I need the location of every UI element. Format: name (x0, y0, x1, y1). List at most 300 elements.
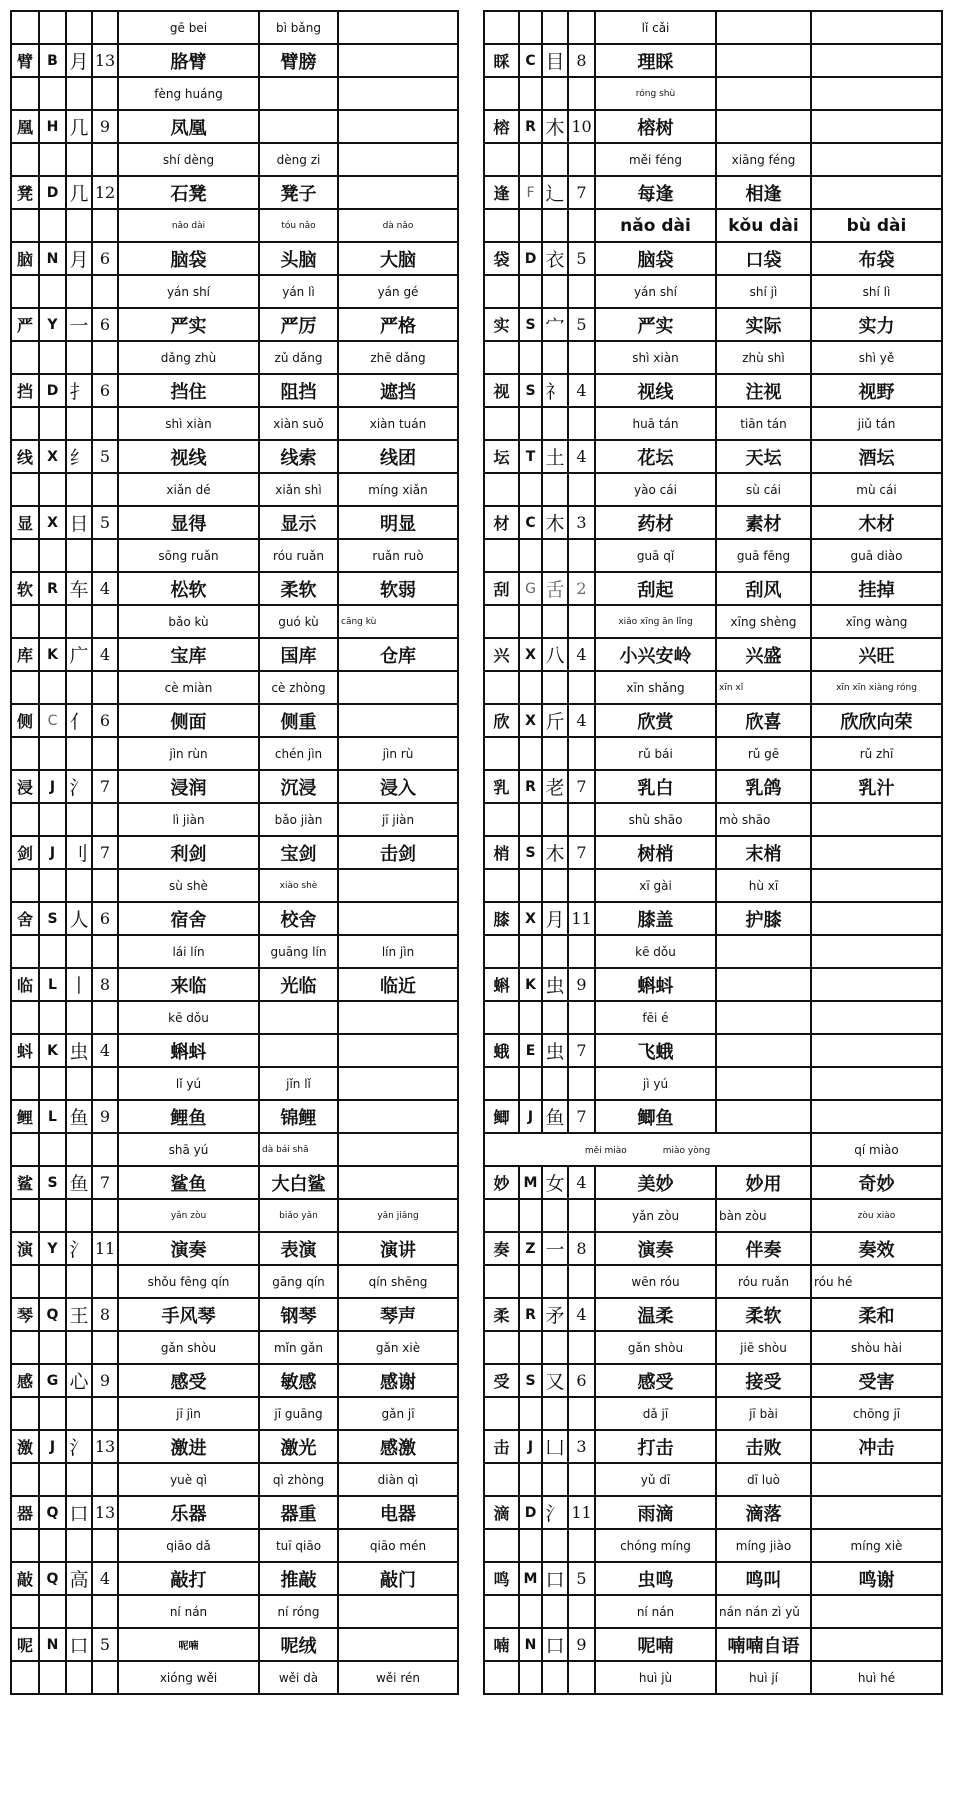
word-cell (811, 1496, 942, 1529)
word-cell: 钢琴 (259, 1298, 338, 1331)
pinyin-cell: hù xī (716, 869, 811, 902)
blank-cell (568, 209, 595, 242)
pinyin-cell: tiān tán (716, 407, 811, 440)
word-cell: 蝌蚪 (595, 968, 716, 1001)
character-cell: 蛾 (484, 1034, 519, 1067)
blank-cell (568, 605, 595, 638)
word-cell (338, 902, 458, 935)
pinyin-cell: lǐ cǎi (595, 11, 716, 44)
blank-cell (542, 1397, 568, 1430)
character-cell: 臂 (11, 44, 39, 77)
blank-cell (542, 1595, 568, 1628)
initial-letter-cell: L (39, 1100, 66, 1133)
blank-cell (568, 143, 595, 176)
initial-letter-cell: J (39, 770, 66, 803)
blank-cell (519, 1661, 542, 1694)
pinyin-cell (716, 77, 811, 110)
pinyin-cell: biǎo yǎn (259, 1199, 338, 1232)
pinyin-cell: huì jí (716, 1661, 811, 1694)
pinyin-row (11, 737, 458, 770)
pinyin-cell: guāng lín (259, 935, 338, 968)
word-cell: 敲打 (118, 1562, 259, 1595)
pinyin-row (484, 407, 942, 440)
radical-cell: 口 (542, 1562, 568, 1595)
initial-letter-cell: X (519, 902, 542, 935)
word-cell: 欣赏 (595, 704, 716, 737)
word-cell: 视线 (595, 374, 716, 407)
pinyin-cell: lái lín (118, 935, 259, 968)
pinyin-cell: xiǎn shì (259, 473, 338, 506)
word-cell: 松软 (118, 572, 259, 605)
word-cell: 呢喃 (118, 1628, 259, 1661)
pinyin-cell: kē dǒu (118, 1001, 259, 1034)
pinyin-cell: mò shāo (716, 803, 811, 836)
word-cell: 大脑 (338, 242, 458, 275)
word-cell: 理睬 (595, 44, 716, 77)
pinyin-cell: rǔ bái (595, 737, 716, 770)
radical-cell: 木 (542, 836, 568, 869)
pinyin-cell: bǎo jiàn (259, 803, 338, 836)
character-cell: 凳 (11, 176, 39, 209)
pinyin-cell: guā diào (811, 539, 942, 572)
word-cell: 击败 (716, 1430, 811, 1463)
word-cell (259, 110, 338, 143)
radical-cell: 车 (66, 572, 92, 605)
pinyin-row (11, 1265, 458, 1298)
blank-cell (568, 11, 595, 44)
pinyin-cell (811, 1067, 942, 1100)
word-cell: 软弱 (338, 572, 458, 605)
blank-cell (519, 473, 542, 506)
blank-cell (39, 1133, 66, 1166)
blank-cell (568, 1397, 595, 1430)
word-cell: 实力 (811, 308, 942, 341)
word-cell: 浸润 (118, 770, 259, 803)
blank-cell (92, 341, 118, 374)
word-cell (716, 110, 811, 143)
pinyin-cell: dǎng zhù (118, 341, 259, 374)
word-cell: 显示 (259, 506, 338, 539)
initial-letter-cell: J (519, 1100, 542, 1133)
pinyin-row (11, 869, 458, 902)
stroke-count-cell: 8 (568, 44, 595, 77)
pinyin-row (11, 1133, 458, 1166)
blank-cell (92, 935, 118, 968)
word-cell: 每逢 (595, 176, 716, 209)
pinyin-cell: shǒu fēng qín (118, 1265, 259, 1298)
blank-cell (39, 605, 66, 638)
character-row (11, 1298, 458, 1331)
blank-cell (39, 1331, 66, 1364)
pinyin-cell: tóu nǎo (259, 209, 338, 242)
pinyin-row (11, 605, 458, 638)
radical-cell: 王 (66, 1298, 92, 1331)
pinyin-cell: róng shù (595, 77, 716, 110)
blank-cell (542, 77, 568, 110)
blank-cell (484, 473, 519, 506)
radical-cell: 八 (542, 638, 568, 671)
radical-cell: 月 (66, 44, 92, 77)
word-cell: 严格 (338, 308, 458, 341)
stroke-count-cell: 7 (568, 770, 595, 803)
stroke-count-cell: 7 (568, 1100, 595, 1133)
word-cell: 光临 (259, 968, 338, 1001)
pinyin-cell: yán shí (118, 275, 259, 308)
character-cell: 妙 (484, 1166, 519, 1199)
stroke-count-cell: 4 (568, 1166, 595, 1199)
character-cell: 滴 (484, 1496, 519, 1529)
word-cell: 药材 (595, 506, 716, 539)
blank-cell (92, 1001, 118, 1034)
character-row (11, 242, 458, 275)
pinyin-cell: míng jiào (716, 1529, 811, 1562)
pinyin-cell: guā fēng (716, 539, 811, 572)
word-cell: 胳臂 (118, 44, 259, 77)
pinyin-row (484, 605, 942, 638)
stroke-count-cell: 9 (92, 110, 118, 143)
initial-letter-cell: S (519, 836, 542, 869)
word-cell: 临近 (338, 968, 458, 1001)
character-row (484, 1232, 942, 1265)
initial-letter-cell: R (519, 1298, 542, 1331)
blank-cell (39, 11, 66, 44)
word-cell: 浸入 (338, 770, 458, 803)
word-cell: 侧面 (118, 704, 259, 737)
blank-cell (484, 77, 519, 110)
initial-letter-cell: N (39, 1628, 66, 1661)
stroke-count-cell: 4 (568, 374, 595, 407)
pinyin-cell: yǔ dī (595, 1463, 716, 1496)
word-cell: 刮风 (716, 572, 811, 605)
blank-cell (568, 1265, 595, 1298)
word-cell: 榕树 (595, 110, 716, 143)
blank-cell (542, 1199, 568, 1232)
merged-pinyin-cell: měi miào miào yòng (484, 1133, 811, 1166)
blank-cell (519, 11, 542, 44)
initial-letter-cell: M (519, 1562, 542, 1595)
pinyin-cell: zòu xiào (811, 1199, 942, 1232)
pinyin-cell: xióng wěi (118, 1661, 259, 1694)
character-row (484, 374, 942, 407)
blank-cell (542, 1265, 568, 1298)
stroke-count-cell: 7 (92, 770, 118, 803)
character-cell: 显 (11, 506, 39, 539)
initial-letter-cell: Q (39, 1496, 66, 1529)
stroke-count-cell: 9 (92, 1100, 118, 1133)
pinyin-cell: mù cái (811, 473, 942, 506)
pinyin-cell: ní nán (118, 1595, 259, 1628)
pinyin-row (484, 1529, 942, 1562)
pinyin-row (484, 143, 942, 176)
initial-letter-cell: C (519, 506, 542, 539)
word-cell: 木材 (811, 506, 942, 539)
initial-letter-cell: S (519, 374, 542, 407)
blank-cell (519, 1199, 542, 1232)
radical-cell: 扌 (66, 374, 92, 407)
pinyin-cell: róu hé (811, 1265, 942, 1298)
initial-letter-cell: S (519, 1364, 542, 1397)
stroke-count-cell: 8 (92, 1298, 118, 1331)
blank-cell (542, 803, 568, 836)
character-cell: 膝 (484, 902, 519, 935)
initial-letter-cell: B (39, 44, 66, 77)
blank-cell (519, 209, 542, 242)
radical-cell: 高 (66, 1562, 92, 1595)
pinyin-cell: měi féng (595, 143, 716, 176)
radical-cell: 礻 (542, 374, 568, 407)
blank-cell (11, 11, 39, 44)
radical-cell: 一 (542, 1232, 568, 1265)
pinyin-cell: róu ruǎn (716, 1265, 811, 1298)
pinyin-cell: tuī qiāo (259, 1529, 338, 1562)
blank-cell (92, 539, 118, 572)
blank-cell (39, 737, 66, 770)
stroke-count-cell: 4 (568, 704, 595, 737)
word-cell: 鲫鱼 (595, 1100, 716, 1133)
pinyin-row (11, 539, 458, 572)
blank-cell (519, 143, 542, 176)
word-cell: 电器 (338, 1496, 458, 1529)
stroke-count-cell: 7 (92, 836, 118, 869)
pinyin-row (11, 143, 458, 176)
initial-letter-cell: M (519, 1166, 542, 1199)
pinyin-cell (338, 1001, 458, 1034)
blank-cell (11, 869, 39, 902)
radical-cell: 氵 (66, 1232, 92, 1265)
initial-letter-cell: D (519, 242, 542, 275)
blank-cell (66, 869, 92, 902)
word-cell: 器重 (259, 1496, 338, 1529)
blank-cell (66, 1397, 92, 1430)
stroke-count-cell: 6 (92, 374, 118, 407)
pinyin-cell: shí dèng (118, 143, 259, 176)
stroke-count-cell: 13 (92, 1496, 118, 1529)
initial-letter-cell: S (39, 1166, 66, 1199)
pinyin-cell (811, 11, 942, 44)
blank-cell (92, 737, 118, 770)
blank-cell (484, 605, 519, 638)
word-cell (811, 836, 942, 869)
blank-cell (66, 539, 92, 572)
word-cell (259, 1034, 338, 1067)
blank-cell (484, 1265, 519, 1298)
pinyin-row (484, 1331, 942, 1364)
pinyin-cell: xiàn suǒ (259, 407, 338, 440)
character-cell: 感 (11, 1364, 39, 1397)
blank-cell (39, 935, 66, 968)
pinyin-cell: lǐ yú (118, 1067, 259, 1100)
pinyin-cell: lín jìn (338, 935, 458, 968)
pinyin-row (11, 407, 458, 440)
pinyin-row (484, 1463, 942, 1496)
word-cell (811, 44, 942, 77)
pinyin-cell: jī jìn (118, 1397, 259, 1430)
blank-cell (568, 1661, 595, 1694)
character-row (484, 572, 942, 605)
radical-cell: 舌 (542, 572, 568, 605)
stroke-count-cell: 3 (568, 1430, 595, 1463)
initial-letter-cell: R (39, 572, 66, 605)
blank-cell (92, 869, 118, 902)
stroke-count-cell: 5 (92, 1628, 118, 1661)
blank-cell (66, 1001, 92, 1034)
blank-cell (484, 1661, 519, 1694)
word-cell: 虫鸣 (595, 1562, 716, 1595)
blank-cell (484, 935, 519, 968)
character-cell: 逢 (484, 176, 519, 209)
blank-cell (11, 1331, 39, 1364)
character-row (11, 704, 458, 737)
radical-cell: 土 (542, 440, 568, 473)
word-cell (811, 176, 942, 209)
blank-cell (39, 1595, 66, 1628)
character-cell: 舍 (11, 902, 39, 935)
word-cell (811, 968, 942, 1001)
character-row (11, 1562, 458, 1595)
word-cell: 遮挡 (338, 374, 458, 407)
pinyin-cell: rǔ zhī (811, 737, 942, 770)
pinyin-cell (338, 1595, 458, 1628)
stroke-count-cell: 11 (92, 1232, 118, 1265)
pinyin-row (484, 935, 942, 968)
stroke-count-cell: 5 (92, 506, 118, 539)
blank-cell (542, 1529, 568, 1562)
blank-cell (11, 605, 39, 638)
blank-cell (542, 143, 568, 176)
radical-cell: 几 (66, 176, 92, 209)
stroke-count-cell: 6 (92, 902, 118, 935)
blank-cell (568, 341, 595, 374)
stroke-count-cell: 6 (92, 308, 118, 341)
blank-cell (568, 1331, 595, 1364)
word-cell: 宝库 (118, 638, 259, 671)
stroke-count-cell: 13 (92, 1430, 118, 1463)
blank-cell (11, 1067, 39, 1100)
blank-cell (66, 1331, 92, 1364)
pinyin-cell: shì yě (811, 341, 942, 374)
stroke-count-cell: 7 (568, 176, 595, 209)
character-cell: 鲫 (484, 1100, 519, 1133)
initial-letter-cell: D (39, 176, 66, 209)
pinyin-cell: mǐn gǎn (259, 1331, 338, 1364)
pinyin-cell: lì jiàn (118, 803, 259, 836)
word-cell (716, 44, 811, 77)
blank-cell (519, 1397, 542, 1430)
blank-cell (39, 1199, 66, 1232)
blank-cell (568, 77, 595, 110)
character-cell: 奏 (484, 1232, 519, 1265)
pinyin-row (484, 11, 942, 44)
pinyin-cell: guā qǐ (595, 539, 716, 572)
radical-cell: 心 (66, 1364, 92, 1397)
pinyin-row (484, 341, 942, 374)
pinyin-row (11, 935, 458, 968)
character-cell: 软 (11, 572, 39, 605)
blank-cell (11, 1661, 39, 1694)
stroke-count-cell: 4 (568, 638, 595, 671)
pinyin-cell (811, 1001, 942, 1034)
character-cell: 鲨 (11, 1166, 39, 1199)
pinyin-row (484, 671, 942, 704)
blank-cell (484, 341, 519, 374)
blank-cell (484, 11, 519, 44)
blank-cell (568, 1595, 595, 1628)
initial-letter-cell: K (39, 1034, 66, 1067)
stroke-count-cell: 4 (92, 638, 118, 671)
blank-cell (542, 869, 568, 902)
blank-cell (66, 605, 92, 638)
stroke-count-cell: 11 (568, 1496, 595, 1529)
character-row (484, 770, 942, 803)
character-cell: 器 (11, 1496, 39, 1529)
word-cell (338, 44, 458, 77)
blank-cell (542, 605, 568, 638)
blank-cell (542, 473, 568, 506)
character-cell: 鲤 (11, 1100, 39, 1133)
stroke-count-cell: 6 (92, 704, 118, 737)
blank-cell (484, 539, 519, 572)
character-cell: 坛 (484, 440, 519, 473)
blank-cell (542, 737, 568, 770)
pinyin-cell: chóng míng (595, 1529, 716, 1562)
pinyin-row (484, 275, 942, 308)
blank-cell (66, 1529, 92, 1562)
pinyin-cell: fēi é (595, 1001, 716, 1034)
pinyin-cell (811, 77, 942, 110)
pinyin-cell (811, 803, 942, 836)
blank-cell (39, 143, 66, 176)
initial-letter-cell: D (39, 374, 66, 407)
pinyin-cell: dà nǎo (338, 209, 458, 242)
word-cell (811, 902, 942, 935)
character-row (484, 1496, 942, 1529)
character-row (484, 1364, 942, 1397)
blank-cell (542, 539, 568, 572)
word-cell: 演讲 (338, 1232, 458, 1265)
character-cell: 睬 (484, 44, 519, 77)
pinyin-cell: yán gé (338, 275, 458, 308)
word-cell: 感谢 (338, 1364, 458, 1397)
blank-cell (39, 1661, 66, 1694)
blank-cell (11, 341, 39, 374)
word-cell (716, 1100, 811, 1133)
character-cell: 呢 (11, 1628, 39, 1661)
blank-cell (11, 1199, 39, 1232)
character-row (11, 1034, 458, 1067)
word-cell (338, 704, 458, 737)
word-cell (338, 1166, 458, 1199)
pinyin-cell: chén jìn (259, 737, 338, 770)
blank-cell (484, 143, 519, 176)
word-cell: 奇妙 (811, 1166, 942, 1199)
pinyin-cell: shā yú (118, 1133, 259, 1166)
pinyin-cell: jī guāng (259, 1397, 338, 1430)
character-row (11, 1166, 458, 1199)
stroke-count-cell: 8 (92, 968, 118, 1001)
pinyin-cell: róu ruǎn (259, 539, 338, 572)
blank-cell (39, 473, 66, 506)
pinyin-cell (811, 869, 942, 902)
stroke-count-cell: 4 (568, 1298, 595, 1331)
pinyin-cell: huā tán (595, 407, 716, 440)
initial-letter-cell: J (39, 1430, 66, 1463)
pinyin-row (11, 11, 458, 44)
word-cell: 兴盛 (716, 638, 811, 671)
pinyin-cell: chōng jī (811, 1397, 942, 1430)
character-row (11, 902, 458, 935)
blank-cell (542, 11, 568, 44)
blank-cell (39, 1397, 66, 1430)
